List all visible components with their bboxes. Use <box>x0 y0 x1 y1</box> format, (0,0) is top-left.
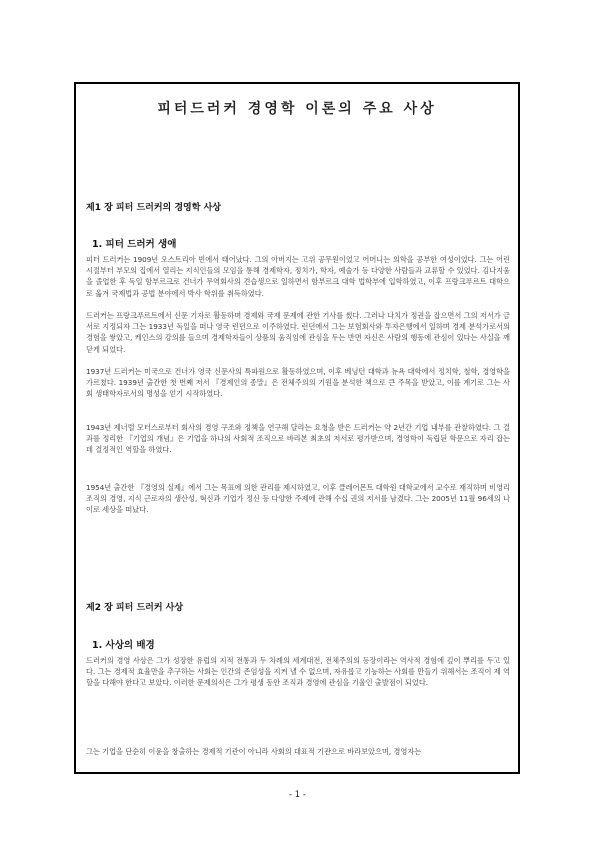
paragraph-3: 1937년 드러커는 미국으로 건너가 영국 신문사의 특파원으로 활동하였으며, 이후 베닝턴 대학과 뉴욕 대학에서 정치학, 철학, 경영학을 가르쳤다. 1939년 출간한 첫 번째 저서 『경제인의 종말』은 전체주의의 기원을 분석한 책으로 큰 주목을 받았고, 이를 계기로 그는 사회 생태학자로서의 명성을 얻기 시작하였다. <box>86 367 510 399</box>
paragraph-4: 1943년 제너럴 모터스로부터 회사의 경영 구조와 정책을 연구해 달라는 요청을 받은 드러커는 약 2년간 기업 내부를 관찰하였다. 그 결과를 정리한 『기업의 개념』은 기업을 하나의 사회적 조직으로 바라본 최초의 저서로 평가받으며, 경영학이 독립된 학문으로 자리 잡는 데 결정적인 역할을 하였다. <box>86 423 510 455</box>
page-frame <box>74 82 520 774</box>
chapter-heading-2: 제2 장 피터 드러커 사상 <box>86 603 184 613</box>
chapter-heading-1: 제1 장 피터 드러커의 경영학 사상 <box>86 203 221 213</box>
document-title: 피터드러커 경영학 이론의 주요 사상 <box>157 101 437 117</box>
paragraph-1: 피터 드러커는 1909년 오스트리아 빈에서 태어났다. 그의 아버지는 고위 공무원이었고 어머니는 의학을 공부한 여성이었다. 그는 어린 시절부터 부모의 집에서 열리는 지식인들의 모임을 통해 경제학자, 정치가, 학자, 예술가 등 다양한 사람들과 교류할 수 있었다. 김나지움을 졸업한 후 독일 함부르크로 건너가 무역회사의 견습생으로 일하면서 함부르크 대학 법학부에 입학하였고, 이후 프랑크푸르트 대학으로 옮겨 국제법과 공법 분야에서 박사 학위를 취득하였다. <box>86 255 510 298</box>
section-heading-2: 1. 사상의 배경 <box>92 640 155 651</box>
paragraph-2: 드러커는 프랑크푸르트에서 신문 기자로 활동하며 경제와 국제 문제에 관한 기사를 썼다. 그러나 나치가 정권을 잡으면서 그의 저서가 금서로 지정되자 그는 1933년 독일을 떠나 영국 런던으로 이주하였다. 런던에서 그는 보험회사와 투자은행에서 일하며 경제 분석가로서의 경험을 쌓았고, 케인스의 강의를 들으며 경제학자들이 상품의 움직임에 관심을 두는 반면 자신은 사람의 행동에 관심이 있다는 사실을 깨닫게 되었다. <box>86 311 510 354</box>
paragraph-7: 그는 기업을 단순히 이윤을 창출하는 경제적 기관이 아니라 사회의 대표적 기관으로 바라보았으며, 경영자는 <box>86 747 422 756</box>
page-number: - 1 - <box>289 790 306 800</box>
paragraph-5: 1954년 출간한 『경영의 실제』에서 그는 목표에 의한 관리를 제시하였고, 이후 클레어몬트 대학원 대학교에서 교수로 재직하며 비영리 조직의 경영, 지식 근로자의 생산성, 혁신과 기업가 정신 등 다양한 주제에 관해 수십 권의 저서를 남겼다. 그는 2005년 11월 96세의 나이로 세상을 떠났다. <box>86 483 510 515</box>
paragraph-6: 드러커의 경영 사상은 그가 성장한 유럽의 지적 전통과 두 차례의 세계대전, 전체주의의 등장이라는 역사적 경험에 깊이 뿌리를 두고 있다. 그는 경제적 효율만을 추구하는 사회는 인간의 존엄성을 지켜 낼 수 없으며, 자유롭고 기능하는 사회를 만들기 위해서는 조직이 제 역할을 다해야 한다고 보았다. 이러한 문제의식은 그가 평생 동안 조직과 경영에 관심을 기울인 출발점이 되었다. <box>86 656 510 688</box>
section-heading-1: 1. 피터 드러커 생애 <box>92 239 177 250</box>
